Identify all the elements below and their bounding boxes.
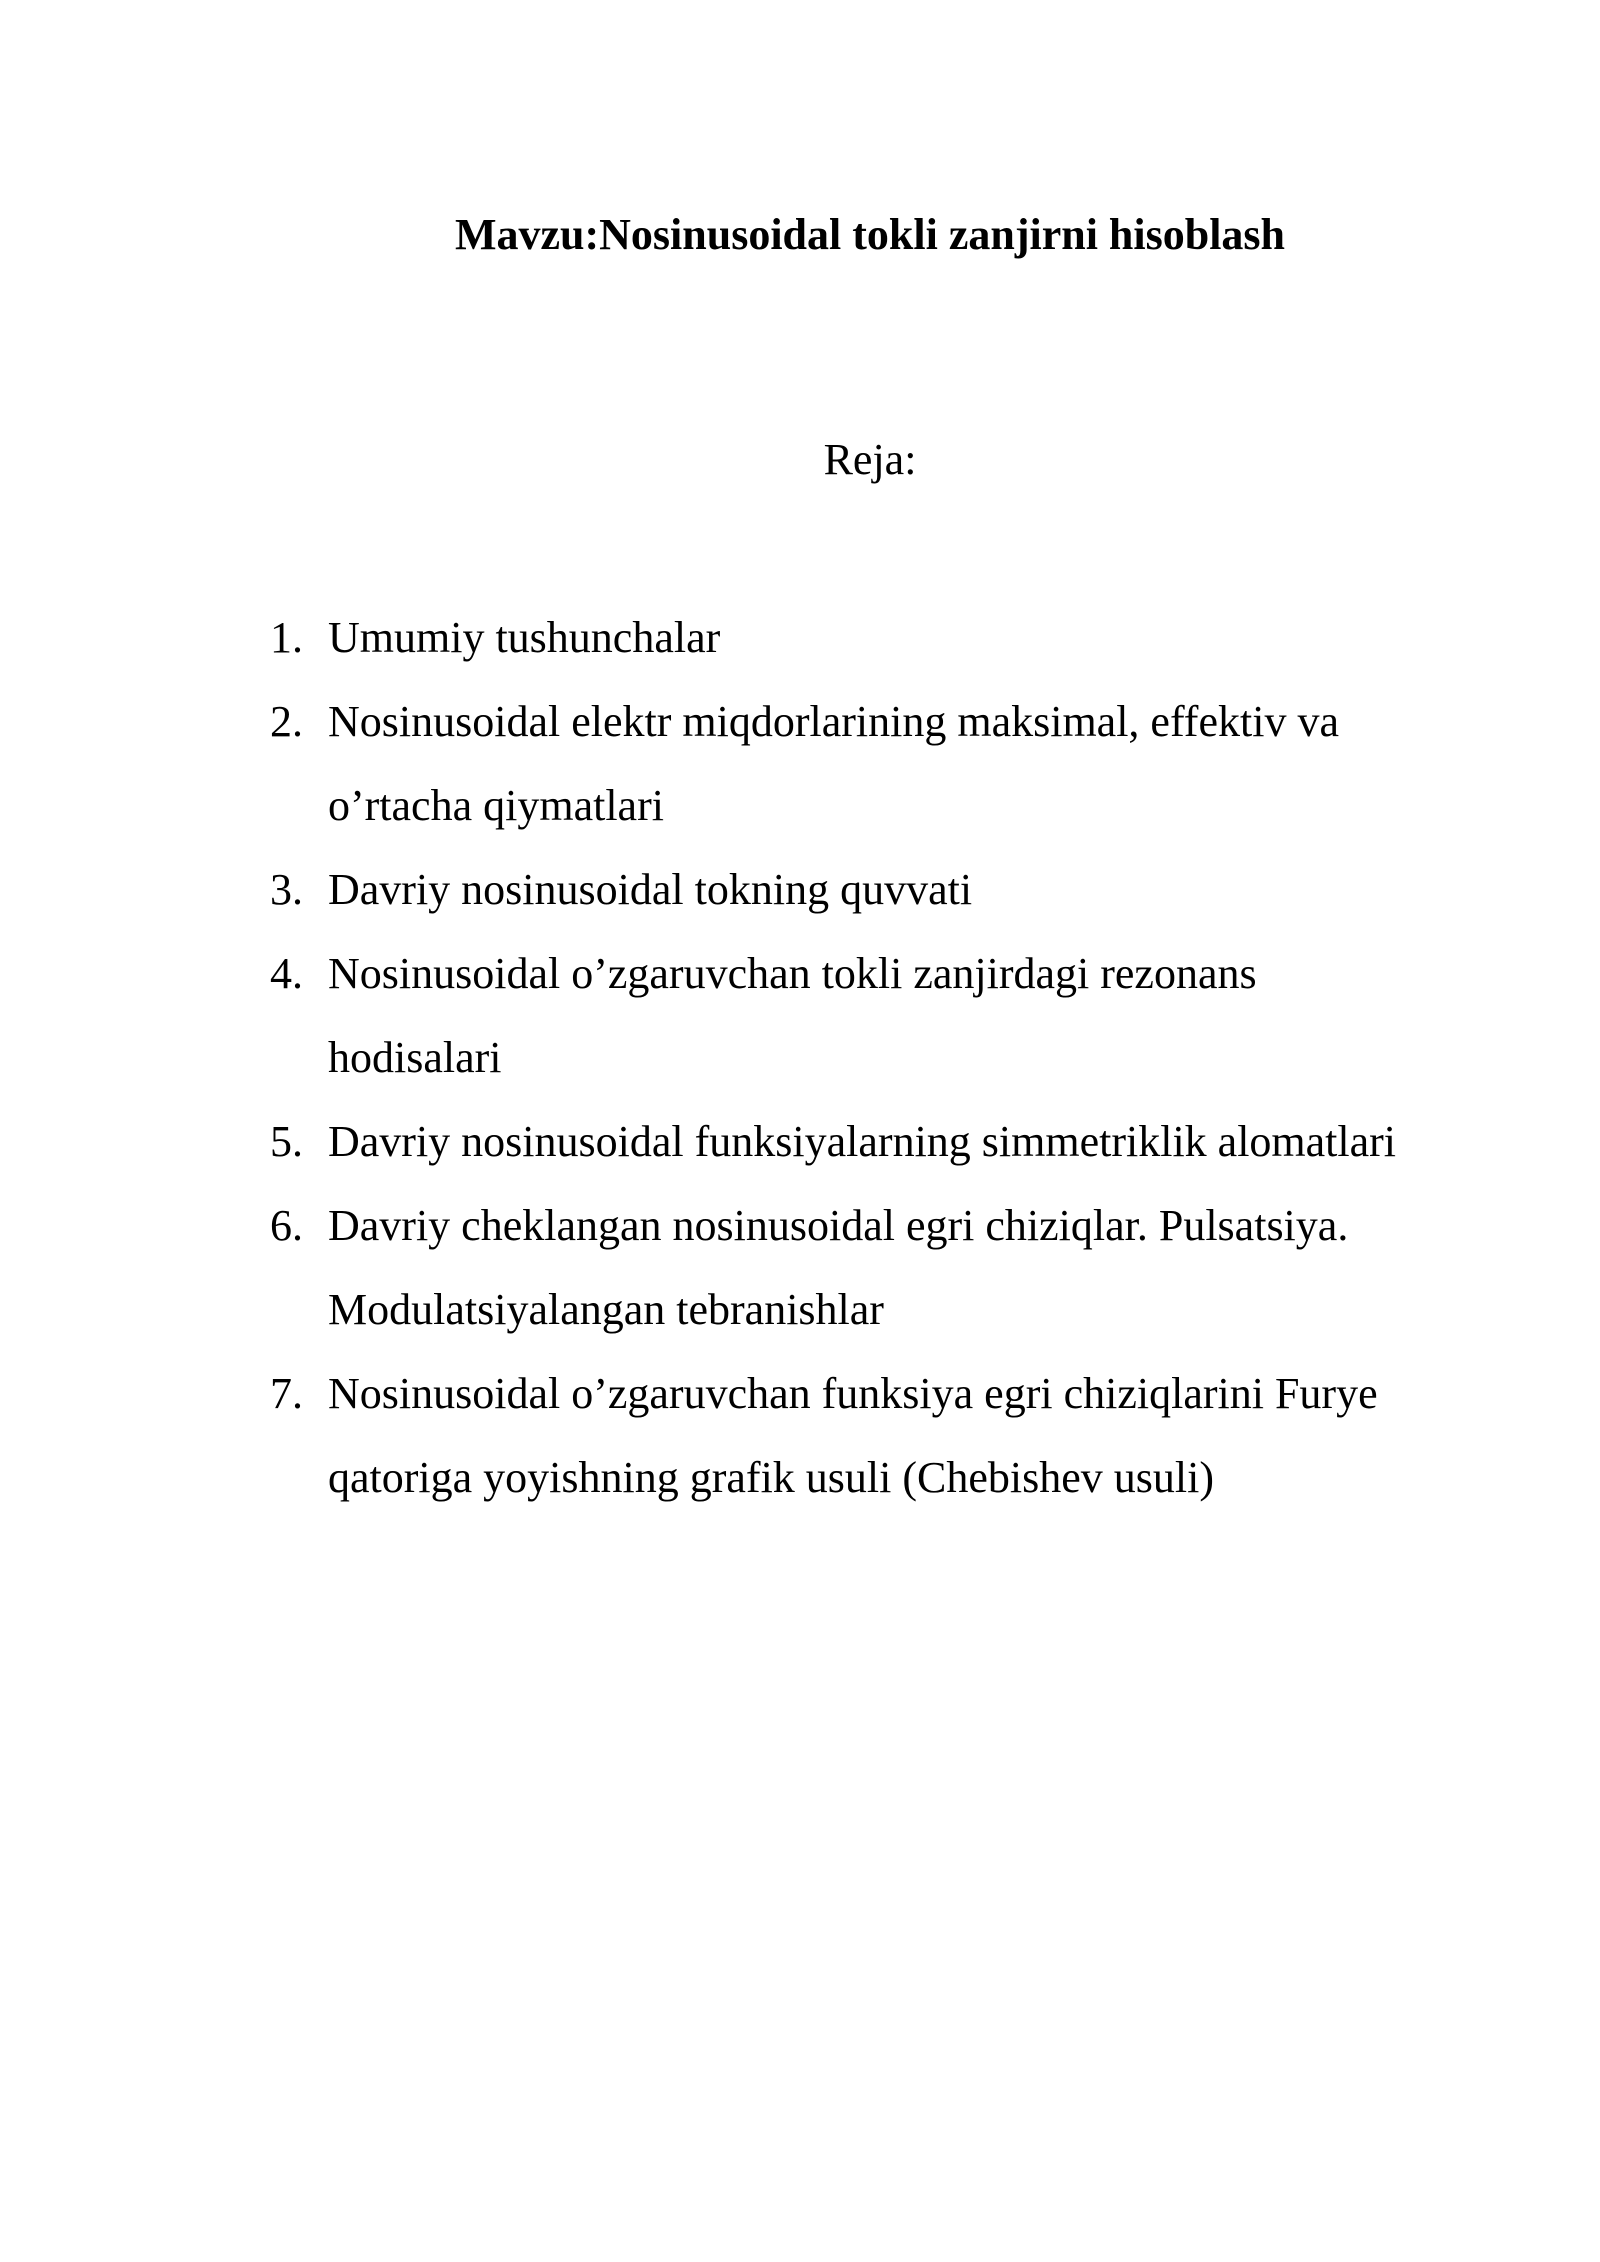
plan-item-text: Davriy cheklangan nosinusoidal egri chiziqlar. Pulsatsiya. Modulatsiyalangan tebranishlar — [328, 1201, 1349, 1334]
plan-item-text: Nosinusoidal elektr miqdorlarining maksimal, effektiv va o’rtacha qiymatlari — [328, 697, 1339, 830]
plan-item-5 — [270, 1100, 1510, 1184]
plan-item-2 — [270, 680, 1510, 848]
plan-item-7 — [270, 1352, 1510, 1520]
plan-item-text: Davriy nosinusoidal funksiyalarning simmetriklik alomatlari — [328, 1117, 1397, 1166]
plan-heading: Reja: — [823, 435, 917, 484]
plan-item-text: Umumiy tushunchalar — [328, 613, 721, 662]
plan-item-text: Nosinusoidal o’zgaruvchan funksiya egri chiziqlarini Furye qatoriga yoyishning grafik usuli (Chebishev usuli) — [328, 1369, 1378, 1502]
plan-item-number: 4. — [270, 949, 303, 998]
plan-list — [270, 596, 1510, 1520]
plan-item-3 — [270, 848, 1510, 932]
document-title: Mavzu:Nosinusoidal tokli zanjirni hisoblash — [454, 210, 1286, 259]
plan-item-number: 6. — [270, 1201, 303, 1250]
plan-item-1 — [270, 596, 1510, 680]
plan-item-number: 5. — [270, 1117, 303, 1166]
plan-item-number: 7. — [270, 1369, 303, 1418]
plan-item-4 — [270, 932, 1510, 1100]
plan-item-number: 3. — [270, 865, 303, 914]
plan-item-text: Davriy nosinusoidal tokning quvvati — [328, 865, 973, 914]
plan-item-number: 2. — [270, 697, 303, 746]
plan-item-6 — [270, 1184, 1510, 1352]
plan-item-text: Nosinusoidal o’zgaruvchan tokli zanjirdagi rezonans hodisalari — [328, 949, 1257, 1082]
plan-item-number: 1. — [270, 613, 303, 662]
